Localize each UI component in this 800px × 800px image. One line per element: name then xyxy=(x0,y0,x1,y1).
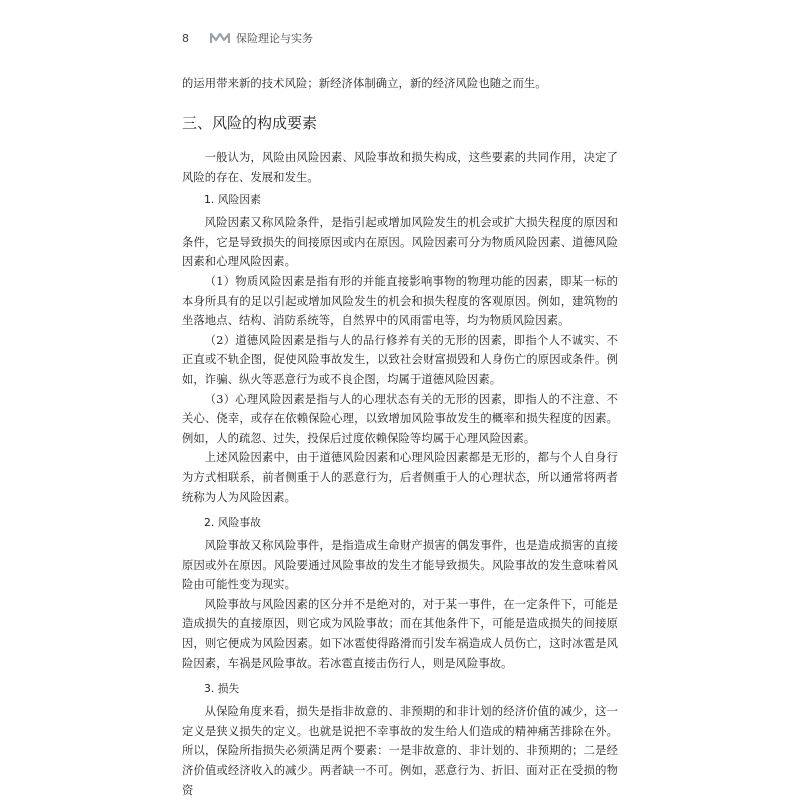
intro-paragraph: 一般认为，风险由风险因素、风险事故和损失构成，这些要素的共同作用，决定了风险的存在、发展和发生。 xyxy=(182,151,618,184)
carryover-block xyxy=(182,74,618,94)
paragraph: （1）物质风险因素是指有形的并能直接影响事物的物理功能的因素，即某一标的本身所具有的足以引起或增加风险发生的机会和损失程度的客观原因。例如，建筑物的坐落地点、结构、消防系统等，自然界中的风雨雷电等，均为物质风险因素。 xyxy=(182,274,618,328)
subsection-title-1: 1. 风险因素 xyxy=(204,193,261,207)
carryover-paragraph: 的运用带来新的技术风险；新经济体制确立，新的经济风险也随之而生。 xyxy=(182,77,547,90)
publisher-logo-icon xyxy=(210,32,230,44)
paragraph: （2）道德风险因素是指与人的品行修养有关的无形的因素，即指个人不诚实、不正直或不轨企图，促使风险事故发生，以致社会财富损毁和人身伤亡的原因或条件。例如，诈骗、纵火等恶意行为或不良企图，均属于道德风险因素。 xyxy=(182,333,618,386)
paragraph: 从保险角度来看，损失是指非故意的、非预期的和非计划的经济价值的减少，这一定义是狭义损失的定义。也就是说把不幸事故的发生给人们造成的精神痛苦排除在外。所以，保险所指损失必须满足两个要素：一是非故意的、非计划的、非预期的；二是经济价值或经济收入的减少。两者缺一不可。例如，恶意行为、折旧、面对正在受损的物资 xyxy=(182,705,618,797)
paragraph: 风险事故与风险因素的区分并不是绝对的，对于某一事件，在一定条件下，可能是造成损失的直接原因，则它成为风险事故；而在其他条件下，可能是造成损失的间接原因，则它便成为风险因素。如下冰雹使得路滑而引发车祸造成人员伤亡，这时冰雹是风险因素，车祸是风险事故。若冰雹直接击伤行人，则是风险事故。 xyxy=(182,597,618,670)
paragraph: 风险事故又称风险事件，是指造成生命财产损害的偶发事件，也是造成损害的直接原因或外在原因。风险要通过风险事故的发生才能导致损失。风险事故的发生意味着风险由可能性变为现实。 xyxy=(182,539,618,592)
subsection-title-3: 3. 损失 xyxy=(204,682,240,696)
paragraph: （3）心理风险因素是指与人的心理状态有关的无形的因素，即指人的不注意、不关心、侥幸，或存在依赖保险心理，以致增加风险事故发生的概率和损失程度的因素。例如，人的疏忽、过失，投保后过度依赖保险等均属于心理风险因素。 xyxy=(182,392,618,445)
paragraph: 上述风险因素中，由于道德风险因素和心理风险因素都是无形的，都与个人自身行为方式相联系，前者侧重于人的恶意行为，后者侧重于人的心理状态，所以通常将两者统称为人为风险因素。 xyxy=(182,451,618,504)
paragraph: 风险因素又称风险条件，是指引起或增加风险发生的机会或扩大损失程度的原因和条件，它是导致损失的间接原因或内在原因。风险因素可分为物质风险因素、道德风险因素和心理风险因素。 xyxy=(182,216,618,269)
body-text xyxy=(182,148,618,800)
page-number: 8 xyxy=(182,31,189,45)
running-title: 保险理论与实务 xyxy=(236,32,313,45)
subsection-title-2: 2. 风险事故 xyxy=(204,516,261,530)
section-title: 三、风险的构成要素 xyxy=(182,114,318,132)
running-header xyxy=(182,30,313,46)
